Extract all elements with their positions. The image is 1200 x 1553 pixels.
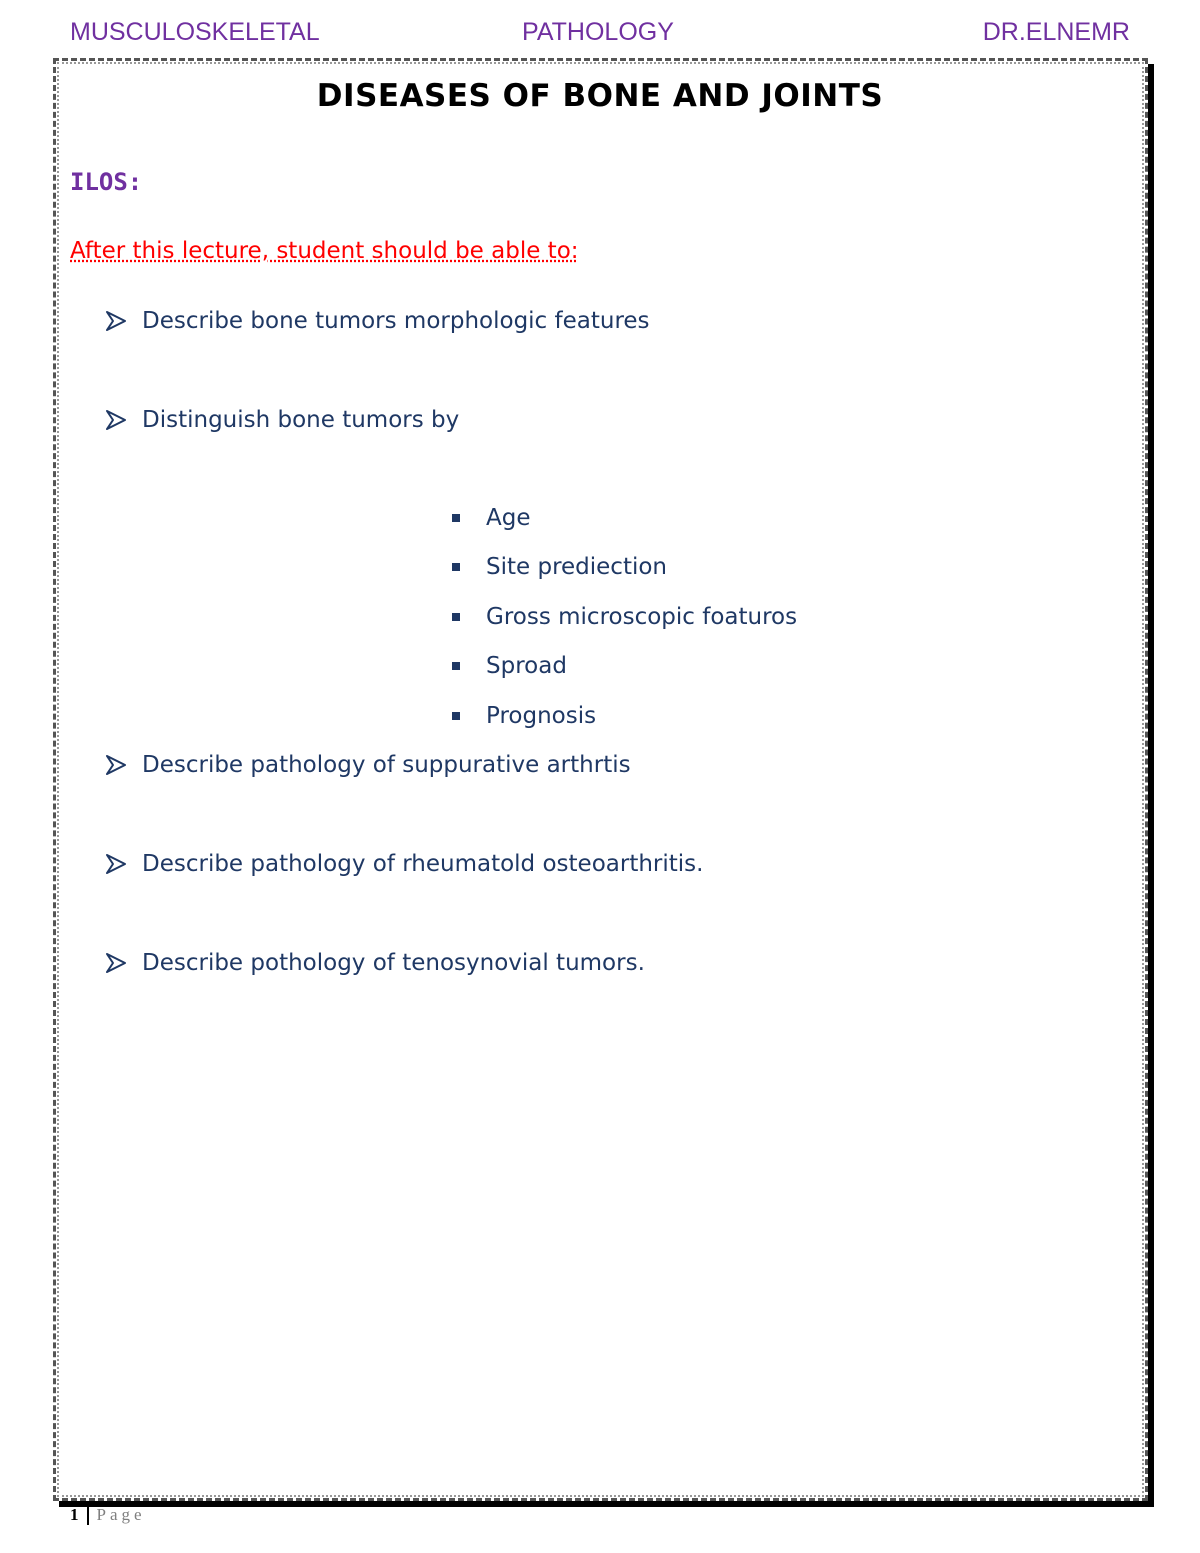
header-author: DR.ELNEMR bbox=[982, 18, 1130, 46]
arrow-bullet-icon bbox=[104, 852, 128, 876]
criteria-item bbox=[452, 554, 667, 580]
header-subject: PATHOLOGY bbox=[522, 18, 674, 46]
criteria-text: Site prediection bbox=[486, 554, 668, 580]
objective-text: Describe pathology of suppurative arthrtis bbox=[142, 752, 631, 778]
page-title: DISEASES OF BONE AND JOINTS bbox=[316, 78, 884, 114]
criteria-item bbox=[452, 703, 596, 729]
square-bullet-icon bbox=[452, 662, 460, 670]
criteria-text: Prognosis bbox=[486, 703, 597, 729]
objective-item bbox=[104, 752, 631, 778]
objective-text: Describe bone tumors morphologic features bbox=[142, 308, 650, 334]
intro-text: After this lecture, student should be able to: bbox=[70, 238, 579, 264]
objective-item bbox=[104, 851, 703, 877]
page-number: 1 bbox=[70, 1505, 79, 1524]
objective-text: Describe pathology of rheumatold osteoarthritis. bbox=[142, 851, 704, 877]
objective-item bbox=[104, 950, 645, 976]
criteria-text: Sproad bbox=[486, 653, 567, 679]
square-bullet-icon bbox=[452, 712, 460, 720]
criteria-item bbox=[452, 505, 530, 531]
page-header bbox=[0, 14, 1200, 54]
criteria-text: Gross microscopic foaturos bbox=[486, 604, 798, 630]
objective-text: Describe pothology of tenosynovial tumors. bbox=[142, 950, 645, 976]
criteria-item bbox=[452, 653, 567, 679]
objective-text: Distinguish bone tumors by bbox=[142, 407, 460, 433]
header-course: MUSCULOSKELETAL bbox=[70, 18, 320, 46]
page-footer bbox=[70, 1505, 146, 1525]
footer-divider bbox=[87, 1505, 89, 1525]
page-border bbox=[53, 58, 1148, 1501]
page-label: Page bbox=[96, 1505, 146, 1524]
square-bullet-icon bbox=[452, 514, 460, 522]
objective-item bbox=[104, 308, 650, 334]
criteria-item bbox=[452, 604, 797, 630]
arrow-bullet-icon bbox=[104, 951, 128, 975]
arrow-bullet-icon bbox=[104, 408, 128, 432]
square-bullet-icon bbox=[452, 613, 460, 621]
ilos-heading: ILOS: bbox=[70, 168, 143, 196]
criteria-text: Age bbox=[486, 505, 531, 531]
arrow-bullet-icon bbox=[104, 309, 128, 333]
arrow-bullet-icon bbox=[104, 753, 128, 777]
objective-item bbox=[104, 407, 459, 433]
square-bullet-icon bbox=[452, 563, 460, 571]
